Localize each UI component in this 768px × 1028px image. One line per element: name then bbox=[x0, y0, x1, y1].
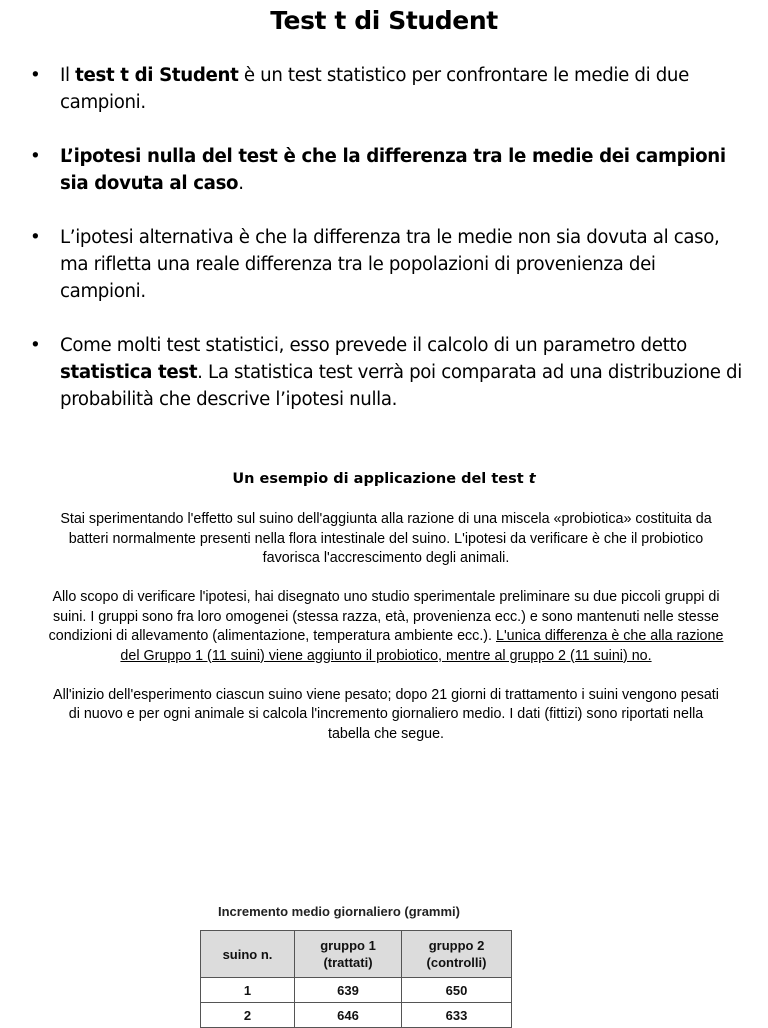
table-cell: 633 bbox=[402, 1003, 512, 1028]
bullet-text: Come molti test statistici, esso prevede il calcolo di un parametro detto bbox=[60, 335, 687, 356]
example-heading-text: Un esempio di applicazione del test bbox=[232, 471, 524, 487]
bullet-item bbox=[30, 143, 742, 197]
column-header-gruppo2 bbox=[402, 931, 512, 978]
table-row bbox=[201, 978, 512, 1003]
bullet-text: . bbox=[238, 173, 244, 194]
bullet-text: è un test statistico per confrontare le medie di due campioni. bbox=[60, 65, 689, 113]
page-title: Test t di Student bbox=[270, 6, 498, 35]
bullet-text: L’ipotesi alternativa è che la differenza tra le medie non sia dovuta al caso, ma rifletta una reale differenza tra le popolazioni di provenienza dei campioni. bbox=[60, 227, 720, 302]
bullet-bold-text: test t di Student bbox=[75, 65, 239, 86]
example-heading bbox=[0, 471, 768, 487]
table-caption: Incremento medio giornaliero (grammi) bbox=[218, 904, 460, 919]
header-line: gruppo 1 bbox=[320, 938, 376, 953]
header-line: (trattati) bbox=[323, 955, 373, 970]
bullet-item bbox=[30, 224, 742, 305]
example-paragraph: All'inizio dell'esperimento ciascun suino viene pesato; dopo 21 giorni di trattamento i suini vengono pesati di nuovo e per ogni animale si calcola l'incremento giornaliero medio. I dati (fittizi) sono riportati nella tabella che segue. bbox=[53, 686, 719, 742]
bullet-text: . La statistica test verrà poi comparata ad una distribuzione di probabilità che descrive l’ipotesi nulla. bbox=[60, 362, 742, 410]
example-heading-italic: t bbox=[528, 471, 536, 487]
table-cell: 639 bbox=[295, 978, 402, 1003]
bullet-list bbox=[30, 62, 742, 440]
example-paragraph: Stai sperimentando l'effetto sul suino dell'aggiunta alla razione di una miscela «probiotica» costituita da batteri normalmente presenti nella flora intestinale del suino. L'ipotesi da verificare è che il probiotico favorisca l'accrescimento degli animali. bbox=[60, 511, 712, 566]
table-cell: 650 bbox=[402, 978, 512, 1003]
table-cell: 2 bbox=[201, 1003, 295, 1028]
example-underlined-text: L'unica differenza è che alla razione del Gruppo 1 (11 suini) viene aggiunto il probiotico, mentre al gruppo 2 (11 suini) no. bbox=[120, 628, 724, 664]
header-line: suino n. bbox=[222, 946, 273, 962]
table-cell: 646 bbox=[295, 1003, 402, 1028]
bullet-text: Il bbox=[60, 65, 76, 86]
column-header-gruppo1 bbox=[295, 931, 402, 978]
example-paragraph-text: Allo scopo di verificare l'ipotesi, hai disegnato uno studio sperimentale preliminare su due piccoli gruppi di suini. I gruppi sono fra loro omogenei (stessa razza, età, provenienza ecc.) e sono mantenuti nelle stesse condizioni di allevamento (alimentazione, temperatura ambiente ecc.). bbox=[48, 589, 720, 644]
example-paragraph bbox=[48, 588, 724, 666]
bullet-item bbox=[30, 332, 742, 413]
bullet-bold-text: L’ipotesi nulla del test è che la differenza tra le medie dei campioni sia dovuta al caso bbox=[60, 146, 726, 194]
bullet-item bbox=[30, 62, 742, 116]
data-table bbox=[200, 930, 512, 1028]
column-header-suino bbox=[201, 931, 295, 978]
table-cell: 1 bbox=[201, 978, 295, 1003]
example-body bbox=[48, 510, 724, 764]
header-line: gruppo 2 bbox=[428, 938, 485, 953]
bullet-bold-text: statistica test bbox=[60, 362, 198, 383]
header-line: (controlli) bbox=[426, 955, 487, 970]
table-header-row bbox=[201, 931, 512, 978]
